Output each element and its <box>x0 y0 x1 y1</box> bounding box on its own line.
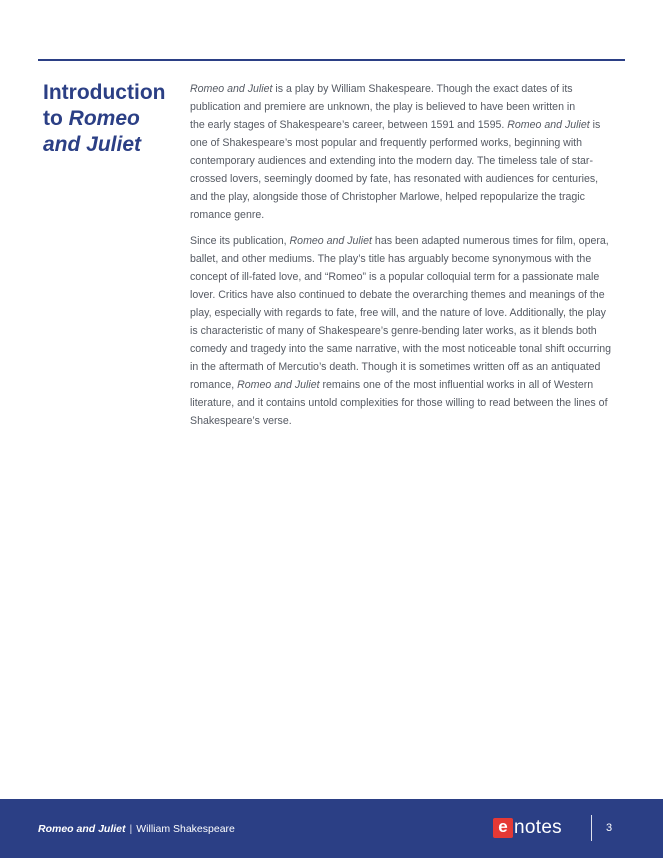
text-run: literature, and it contains untold complexities for those willing to read between the lines of <box>190 397 608 409</box>
heading-line-3 <box>43 132 183 158</box>
text-run: is a play by William Shakespeare. Though the exact dates of its <box>272 83 573 95</box>
text-run: is characteristic of many of Shakespeare’s genre-bending later works, as it blends both <box>190 325 597 337</box>
text-line <box>190 206 627 224</box>
logo-e-mark: e <box>493 818 513 838</box>
italic-title: Romeo and Juliet <box>289 235 372 247</box>
text-run: Shakespeare’s verse. <box>190 415 292 427</box>
footer-divider <box>591 815 592 841</box>
italic-title: Romeo and Juliet <box>507 119 590 131</box>
text-run: concept of ill-fated love, and “Romeo” is a popular colloquial term for a passionate male <box>190 271 600 283</box>
article-body <box>190 80 627 438</box>
text-line <box>190 232 627 250</box>
text-run: one of Shakespeare’s most popular and frequently performed works, beginning with <box>190 137 583 149</box>
text-line <box>190 116 627 134</box>
top-divider <box>38 59 625 61</box>
text-run: crossed lovers, seemingly doomed by fate, has resonated with audiences for centuries, <box>190 173 599 185</box>
heading-line-2-italic: Romeo <box>68 107 140 130</box>
text-run: romance, <box>190 379 238 391</box>
text-run: play, especially with regards to fate, free will, and the nature of love. Additionally, the play <box>190 307 606 319</box>
text-line <box>190 188 627 206</box>
text-line <box>190 376 627 394</box>
text-run: Since its publication, <box>190 235 290 247</box>
text-run: contemporary audiences and extending into the modern day. The timeless tale of star- <box>190 155 593 167</box>
footer-separator: | <box>129 823 133 835</box>
text-line <box>190 134 627 152</box>
text-line <box>190 250 627 268</box>
text-line <box>190 394 627 412</box>
section-heading <box>43 80 183 158</box>
text-line <box>190 340 627 358</box>
text-line <box>190 152 627 170</box>
text-line <box>190 80 627 98</box>
paragraph <box>190 232 627 430</box>
enotes-logo <box>493 817 562 839</box>
text-run: the early stages of Shakespeare’s career, between 1591 and 1595. <box>190 119 508 131</box>
footer-title <box>38 823 235 835</box>
text-run: ballet, and other mediums. The play’s title has arguably become synonymous with the <box>190 253 592 265</box>
text-run: is <box>589 119 601 131</box>
page-footer <box>0 799 663 858</box>
text-line <box>190 268 627 286</box>
italic-title: Romeo and Juliet <box>237 379 320 391</box>
text-line <box>190 98 627 116</box>
italic-title: Romeo and Juliet <box>190 83 273 95</box>
heading-line-3-italic: and Juliet <box>43 133 142 156</box>
text-line <box>190 304 627 322</box>
text-run: has been adapted numerous times for film, opera, <box>371 235 609 247</box>
heading-line-2-plain: to <box>43 107 69 130</box>
text-run: and the play, alongside those of Christopher Marlowe, helped repopularize the tragic <box>190 191 585 203</box>
text-run: publication and premiere are unknown, the play is believed to have been written in <box>190 101 576 113</box>
text-run: comedy and tragedy into the same narrative, with the most noticeable tonal shift occurring <box>190 343 612 355</box>
text-line <box>190 170 627 188</box>
footer-work-title: Romeo and Juliet <box>38 823 126 835</box>
text-run: remains one of the most influential works in all of Western <box>319 379 594 391</box>
footer-author: William Shakespeare <box>136 823 235 835</box>
text-line <box>190 412 627 430</box>
text-line <box>190 322 627 340</box>
text-line <box>190 358 627 376</box>
text-run: in the aftermath of Mercutio’s death. Though it is sometimes written off as an antiquated <box>190 361 601 373</box>
text-line <box>190 286 627 304</box>
heading-line-1: Introduction <box>43 81 166 104</box>
logo-wordmark: notes <box>514 817 562 838</box>
text-run: lover. Critics have also continued to debate the overarching themes and meanings of the <box>190 289 605 301</box>
heading-line-2 <box>43 106 183 132</box>
page-number: 3 <box>606 822 613 834</box>
paragraph <box>190 80 627 224</box>
text-run: romance genre. <box>190 209 265 221</box>
